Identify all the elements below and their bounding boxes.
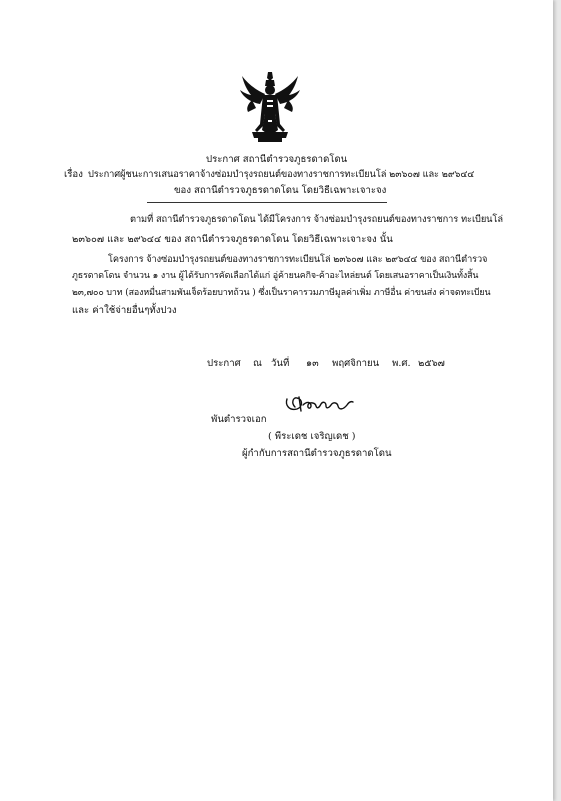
announce-year: ๒๕๖๗: [418, 358, 445, 369]
paragraph-2-line-4: และ ค่าใช้จ่ายอื่นๆทั้งปวง: [72, 305, 177, 316]
header-divider: [147, 202, 387, 203]
subject-line-1: ประกาศผู้ชนะการเสนอราคาจ้างซ่อมบำรุงรถยนต์ของทางราชการทะเบียนโล่ ๒๓๖๐๗ และ ๒๙๖๔๔: [88, 169, 475, 180]
announce-day: ๑๓: [306, 358, 319, 369]
paragraph-2-line-2: ภูธรดาดโดน จำนวน ๑ งาน ผู้ได้รับการคัดเลือกได้แก่ อู่ค้ายนคกิจ-ค้าอะไหล่ยนต์ โดยเสนอราคาเป็นเงินทั้งสิ้น: [72, 271, 479, 281]
announce-label: ประกาศ: [207, 358, 241, 369]
subject-line-2: ของ สถานีตำรวจภูธรดาดโดน โดยวิธีเฉพาะเจาะจง: [174, 185, 387, 196]
subject-label: เรื่อง: [64, 169, 83, 180]
signatory-position: ผู้กำกับการสถานีตำรวจภูธรดาดโดน: [242, 448, 392, 459]
announce-month: พฤศจิกายน: [332, 358, 380, 369]
signatory-rank: พันตำรวจเอก: [211, 414, 267, 425]
announce-day-label: วันที่: [271, 358, 290, 369]
garuda-emblem-icon: [238, 70, 302, 144]
paragraph-2-line-1: โครงการ จ้างซ่อมบำรุงรถยนต์ของทางราชการทะเบียนโล่ ๒๓๖๐๗ และ ๒๙๖๔๔ ของ สถานีตำรวจ: [108, 254, 488, 265]
document-title: ประกาศ สถานีตำรวจภูธรดาดโดน: [206, 154, 348, 165]
announce-at: ณ: [253, 358, 262, 369]
paragraph-1-line-2: ๒๓๖๐๗ และ ๒๙๖๔๔ ของ สถานีตำรวจภูธรดาดโดน โดยวิธีเฉพาะเจาะจง นั้น: [72, 234, 393, 245]
announce-year-label: พ.ศ.: [392, 358, 411, 369]
signatory-name: ( พีระเดช เจริญเดช ): [268, 431, 356, 442]
paragraph-2-line-3: ๒๓,๗๐๐ บาท (สองหมื่นสามพันเจ็ดร้อยบาทถ้วน ) ซึ่งเป็นราคารวมภาษีมูลค่าเพิ่ม ภาษีอื่น ค่าขนส่ง ค่าจดทะเบียน: [72, 288, 491, 298]
signature-icon: [281, 393, 355, 415]
paragraph-1-line-1: ตามที่ สถานีตำรวจภูธรดาดโดน ได้มีโครงการ จ้างซ่อมบำรุงรถยนต์ของทางราชการ ทะเบียนโล่: [130, 214, 503, 225]
